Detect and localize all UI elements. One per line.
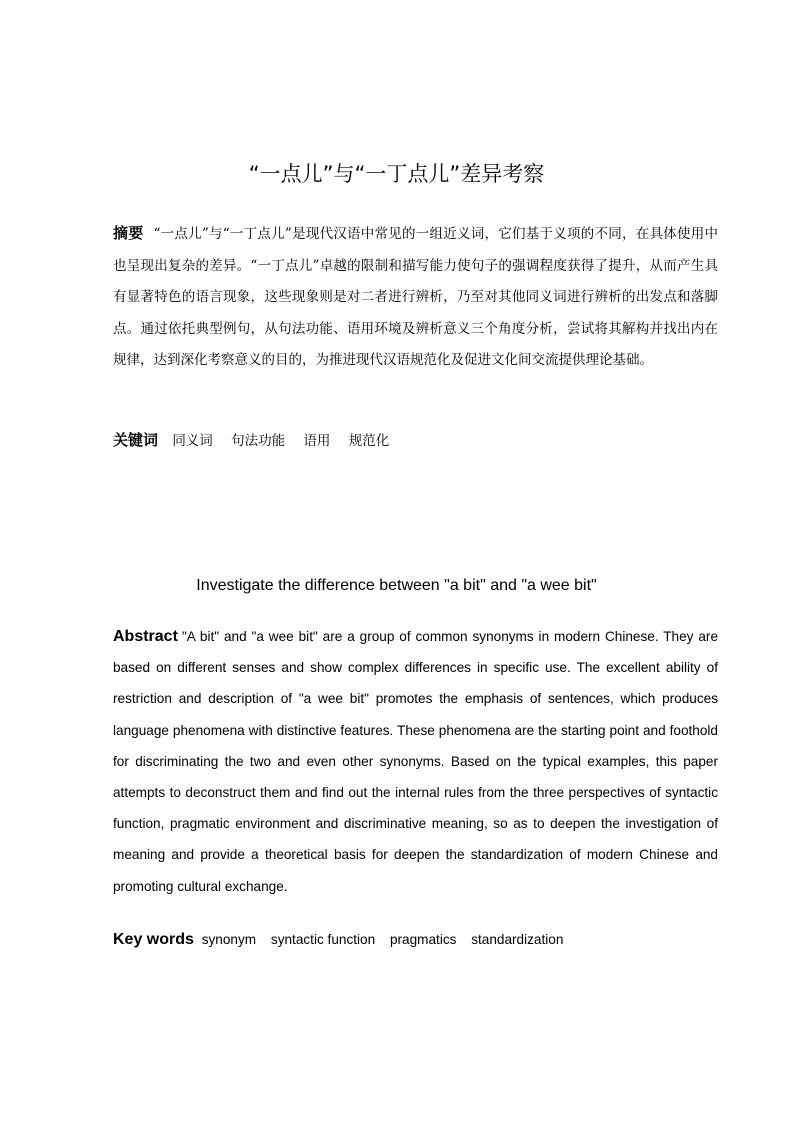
english-abstract-text: "A bit" and "a wee bit" are a group of common synonyms in modern Chinese. They are based on different senses and show complex differences in specific use. The excellent ability of restriction and description of "a wee bit" promotes the emphasis of sentences, which produces language phenomena with distinctive features. These phenomena are the starting point and foothold for discriminating the two and even other synonyms. Based on the typical examples, this paper attempts to deconstruct them and find out the internal rules from the three perspectives of syntactic function, pragmatic environment and discriminative meaning, so as to deepen the investigation of meaning and provide a theoretical basis for deepen the standardization of modern Chinese and promoting cultural exchange. (113, 629, 718, 894)
chinese-keyword: 同义词 (172, 433, 213, 449)
chinese-abstract-label: 摘要 (113, 224, 144, 242)
chinese-keywords (113, 425, 718, 456)
english-keyword: syntactic function (270, 932, 376, 947)
chinese-keywords-label: 关键词 (113, 431, 159, 449)
english-keywords-label: Key words (113, 931, 194, 948)
english-keyword: standardization (471, 932, 564, 947)
chinese-abstract-text: “一点儿”与“一丁点儿”是现代汉语中常见的一组近义词，它们基于义项的不同，在具体使用中也呈现出复杂的差异。“一丁点儿”卓越的限制和描写能力使句子的强调程度获得了提升，从而产生具有显著特色的语言现象，这些现象则是对二者进行辨析，乃至对其他同义词进行辨析的出发点和落脚点。通过依托典型例句，从句法功能、语用环境及辨析意义三个角度分析，尝试将其解构并找出内在规律，达到深化考察意义的目的，为推进现代汉语规范化及促进文化间交流提供理论基础。 (113, 226, 718, 368)
english-keyword: synonym (201, 932, 257, 947)
chinese-keyword: 规范化 (348, 433, 390, 449)
english-keyword: pragmatics (389, 932, 457, 947)
english-abstract (113, 621, 718, 902)
chinese-title: “一点儿”与“一丁点儿”差异考察 (248, 162, 545, 186)
chinese-keyword: 句法功能 (231, 433, 286, 449)
english-keywords (113, 925, 718, 955)
english-title: Investigate the difference between "a bit" and "a wee bit" (196, 577, 597, 594)
chinese-keyword: 语用 (303, 433, 331, 449)
english-abstract-label: Abstract (113, 628, 178, 645)
chinese-abstract (113, 218, 718, 377)
